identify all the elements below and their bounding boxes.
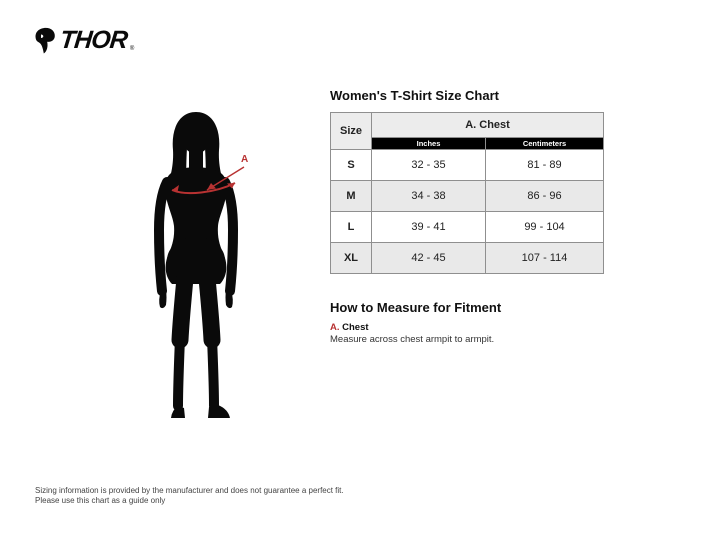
brand-logo bbox=[33, 27, 134, 54]
inches-value: 39 - 41 bbox=[372, 212, 486, 243]
registered-mark: ® bbox=[129, 46, 135, 52]
disclaimer-line-1: Sizing information is provided by the manufacturer and does not guarantee a perfect fit. bbox=[35, 486, 344, 495]
disclaimer-line-2: Please use this chart as a guide only bbox=[35, 496, 166, 505]
column-header-size: Size bbox=[331, 113, 372, 150]
measure-heading: How to Measure for Fitment bbox=[330, 300, 502, 315]
brand-logo-text: THOR bbox=[58, 26, 129, 54]
table-row-l bbox=[331, 212, 604, 243]
thor-horn-icon bbox=[33, 27, 57, 54]
silhouette-svg bbox=[130, 88, 310, 448]
column-header-chest: A. Chest bbox=[372, 113, 604, 138]
column-header-centimeters: Centimeters bbox=[486, 138, 604, 150]
inches-value: 34 - 38 bbox=[372, 181, 486, 212]
size-label: M bbox=[331, 181, 372, 212]
size-chart-title: Women's T-Shirt Size Chart bbox=[330, 88, 499, 103]
table-row-m bbox=[331, 181, 604, 212]
centimeters-value: 99 - 104 bbox=[486, 212, 604, 243]
table-subheader-row bbox=[331, 138, 604, 150]
measure-item-title bbox=[330, 322, 494, 334]
body-silhouette bbox=[159, 112, 233, 418]
table-header-row bbox=[331, 113, 604, 138]
footer-disclaimer bbox=[35, 486, 344, 506]
centimeters-value: 81 - 89 bbox=[486, 150, 604, 181]
table-row-s bbox=[331, 150, 604, 181]
size-label: XL bbox=[331, 243, 372, 274]
column-header-inches: Inches bbox=[372, 138, 486, 150]
size-label: L bbox=[331, 212, 372, 243]
measure-item-letter: A. bbox=[330, 322, 340, 333]
measure-item-chest bbox=[330, 322, 494, 346]
centimeters-value: 86 - 96 bbox=[486, 181, 604, 212]
chest-marker-label: A bbox=[241, 154, 249, 165]
table-row-xl bbox=[331, 243, 604, 274]
measure-item-name: Chest bbox=[342, 322, 369, 333]
size-table bbox=[330, 112, 604, 274]
size-label: S bbox=[331, 150, 372, 181]
centimeters-value: 107 - 114 bbox=[486, 243, 604, 274]
female-silhouette-figure bbox=[130, 88, 310, 448]
inches-value: 32 - 35 bbox=[372, 150, 486, 181]
inches-value: 42 - 45 bbox=[372, 243, 486, 274]
measure-item-description: Measure across chest armpit to armpit. bbox=[330, 334, 495, 345]
